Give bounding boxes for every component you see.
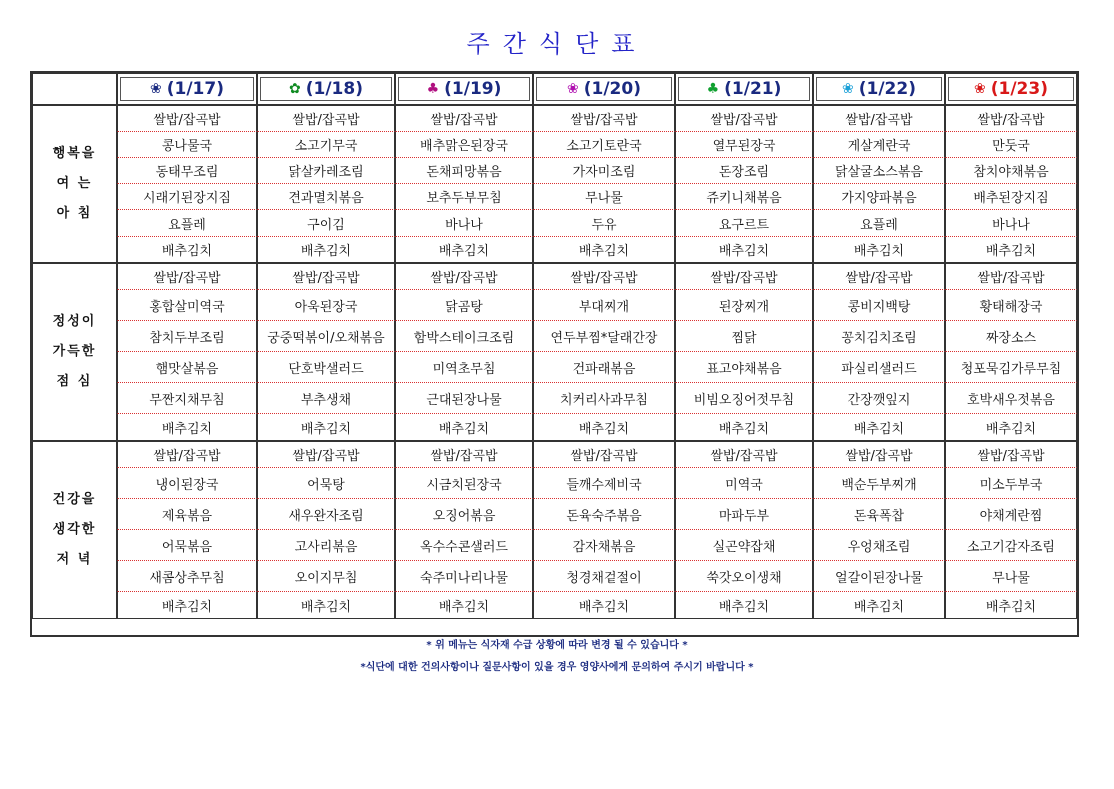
- menu-item: 시래기된장지짐: [117, 184, 257, 210]
- meal-label-line: 정성이: [52, 314, 97, 329]
- menu-item: 콩비지백탕: [813, 290, 945, 321]
- menu-item: 쌀밥/잡곡밥: [945, 105, 1077, 132]
- menu-item: 배추김치: [813, 414, 945, 441]
- menu-item: 미역초무침: [395, 352, 533, 383]
- menu-item: 쌀밥/잡곡밥: [533, 441, 675, 468]
- meal-label-line: 점 심: [56, 374, 93, 389]
- menu-item: 배추김치: [257, 592, 395, 619]
- menu-item: 냉이된장국: [117, 468, 257, 499]
- menu-item: 새콤상추무침: [117, 561, 257, 592]
- menu-item: 배추김치: [813, 237, 945, 263]
- menu-item: 어묵탕: [257, 468, 395, 499]
- menu-item: 미소두부국: [945, 468, 1077, 499]
- notice-contact: *식단에 대한 건의사항이나 질문사항이 있을 경우 영양사에게 문의하여 주시기 바랍니다 *: [360, 662, 754, 673]
- menu-item: 홍합살미역국: [117, 290, 257, 321]
- menu-item: 무나물: [533, 184, 675, 210]
- menu-item: 배추김치: [945, 237, 1077, 263]
- menu-item: 참치두부조림: [117, 321, 257, 352]
- meal-label-line: 행복을: [52, 146, 97, 161]
- menu-item: 동태무조림: [117, 158, 257, 184]
- flower-icon: ❀: [974, 81, 986, 97]
- menu-item: 쌀밥/잡곡밥: [395, 441, 533, 468]
- menu-item: 부추생채: [257, 383, 395, 414]
- menu-item: 배추김치: [533, 592, 675, 619]
- day-header: [117, 73, 257, 105]
- menu-item: 쌀밥/잡곡밥: [813, 263, 945, 290]
- menu-item: 연두부찜*달래간장: [533, 321, 675, 352]
- notice-substitution: * 위 메뉴는 식자재 수급 상황에 따라 변경 될 수 있습니다 *: [426, 640, 688, 651]
- day-header: [945, 73, 1077, 105]
- menu-item: 얼갈이된장나물: [813, 561, 945, 592]
- menu-item: 배추김치: [675, 592, 813, 619]
- menu-item: 쌀밥/잡곡밥: [117, 263, 257, 290]
- corner-cell: [32, 73, 117, 105]
- menu-item: 꽁치김치조림: [813, 321, 945, 352]
- meal-label: [32, 105, 117, 263]
- menu-item: 새우완자조림: [257, 499, 395, 530]
- menu-item: 쥬키니채볶음: [675, 184, 813, 210]
- day-header: [813, 73, 945, 105]
- menu-item: 쌀밥/잡곡밥: [945, 441, 1077, 468]
- flower-icon: ♣: [426, 81, 440, 97]
- menu-item: 배추김치: [117, 237, 257, 263]
- menu-item: 쌀밥/잡곡밥: [257, 263, 395, 290]
- menu-item: 견과멸치볶음: [257, 184, 395, 210]
- menu-item: 파실리샐러드: [813, 352, 945, 383]
- meal-label-line: 건강을: [52, 492, 97, 507]
- menu-item: 구이김: [257, 210, 395, 237]
- menu-item: 쌀밥/잡곡밥: [533, 105, 675, 132]
- flower-icon: ❀: [150, 81, 162, 97]
- day-header: [395, 73, 533, 105]
- menu-item: 배추김치: [117, 592, 257, 619]
- menu-item: 마파두부: [675, 499, 813, 530]
- menu-item: 쌀밥/잡곡밥: [813, 441, 945, 468]
- menu-item: 콩나물국: [117, 132, 257, 158]
- menu-item: 실곤약잡채: [675, 530, 813, 561]
- flower-icon: ♣: [706, 81, 720, 97]
- day-header-box: [678, 77, 810, 101]
- menu-item: 가자미조림: [533, 158, 675, 184]
- menu-item: 쌀밥/잡곡밥: [257, 105, 395, 132]
- menu-item: 닭살카레조림: [257, 158, 395, 184]
- menu-item: 쌀밥/잡곡밥: [395, 263, 533, 290]
- menu-item: 쌀밥/잡곡밥: [257, 441, 395, 468]
- menu-item: 쌀밥/잡곡밥: [675, 105, 813, 132]
- menu-item: 햄맛살볶음: [117, 352, 257, 383]
- menu-item: 호박새우젓볶음: [945, 383, 1077, 414]
- menu-item: 소고기토란국: [533, 132, 675, 158]
- menu-item: 숙주미나리나물: [395, 561, 533, 592]
- flower-icon: ❀: [567, 81, 579, 97]
- menu-item: 쌀밥/잡곡밥: [117, 105, 257, 132]
- menu-item: 소고기감자조림: [945, 530, 1077, 561]
- menu-item: 배추김치: [813, 592, 945, 619]
- menu-item: 배추김치: [257, 414, 395, 441]
- menu-item: 쌀밥/잡곡밥: [395, 105, 533, 132]
- menu-item: 오징어볶음: [395, 499, 533, 530]
- weekly-menu-table: [32, 73, 1077, 619]
- menu-item: 쌀밥/잡곡밥: [675, 263, 813, 290]
- menu-item: 황태해장국: [945, 290, 1077, 321]
- menu-item: 간장깻잎지: [813, 383, 945, 414]
- menu-item: 닭곰탕: [395, 290, 533, 321]
- menu-item: 쌀밥/잡곡밥: [675, 441, 813, 468]
- day-date-label: (1/20): [583, 79, 641, 99]
- menu-item: 바나나: [395, 210, 533, 237]
- menu-item: 부대찌개: [533, 290, 675, 321]
- day-header-box: [398, 77, 530, 101]
- menu-item: 돈육숙주볶음: [533, 499, 675, 530]
- menu-item: 배추김치: [257, 237, 395, 263]
- day-header-box: [536, 77, 672, 101]
- menu-item: 가지양파볶음: [813, 184, 945, 210]
- menu-item: 오이지무침: [257, 561, 395, 592]
- page-title: 주간식단표: [466, 30, 648, 58]
- menu-item: 보추두부무침: [395, 184, 533, 210]
- menu-item: 백순두부찌개: [813, 468, 945, 499]
- menu-item: 미역국: [675, 468, 813, 499]
- menu-item: 시금치된장국: [395, 468, 533, 499]
- menu-item: 함박스테이크조림: [395, 321, 533, 352]
- menu-item: 고사리볶음: [257, 530, 395, 561]
- menu-item: 돈장조림: [675, 158, 813, 184]
- menu-item: 표고야채볶음: [675, 352, 813, 383]
- menu-item: 비빔오징어젓무침: [675, 383, 813, 414]
- menu-item: 옥수수콘샐러드: [395, 530, 533, 561]
- menu-item: 두유: [533, 210, 675, 237]
- menu-item: 된장찌개: [675, 290, 813, 321]
- menu-item: 참치야채볶음: [945, 158, 1077, 184]
- meal-label-line: 생각한: [52, 522, 97, 537]
- menu-item: 궁중떡볶이/오채볶음: [257, 321, 395, 352]
- meal-label-line: 여 는: [56, 176, 93, 191]
- menu-item: 배추김치: [533, 414, 675, 441]
- menu-item: 요플레: [117, 210, 257, 237]
- menu-item: 배추김치: [395, 592, 533, 619]
- menu-item: 닭살굴소스볶음: [813, 158, 945, 184]
- day-date-label: (1/21): [724, 79, 782, 99]
- menu-item: 소고기무국: [257, 132, 395, 158]
- menu-item: 치커리사과무침: [533, 383, 675, 414]
- menu-item: 야채계란찜: [945, 499, 1077, 530]
- menu-item: 돈채피망볶음: [395, 158, 533, 184]
- meal-label-line: 아 침: [56, 206, 93, 221]
- day-date-label: (1/17): [166, 79, 224, 99]
- menu-item: 배추김치: [675, 414, 813, 441]
- day-header-box: [948, 77, 1074, 101]
- menu-item: 들깨수제비국: [533, 468, 675, 499]
- meal-label: [32, 263, 117, 441]
- day-date-label: (1/23): [990, 79, 1048, 99]
- menu-item: 배추김치: [395, 414, 533, 441]
- day-header: [257, 73, 395, 105]
- menu-item: 배추김치: [117, 414, 257, 441]
- menu-item: 요플레: [813, 210, 945, 237]
- menu-item: 배추김치: [675, 237, 813, 263]
- meal-label: [32, 441, 117, 619]
- meal-label-line: 저 녁: [56, 552, 93, 567]
- menu-item: 무나물: [945, 561, 1077, 592]
- menu-item: 배추김치: [395, 237, 533, 263]
- menu-item: 우엉채조림: [813, 530, 945, 561]
- menu-item: 쌀밥/잡곡밥: [813, 105, 945, 132]
- day-header-box: [260, 77, 392, 101]
- menu-item: 돈육폭찹: [813, 499, 945, 530]
- day-date-label: (1/19): [444, 79, 502, 99]
- menu-item: 감자채볶음: [533, 530, 675, 561]
- meal-label-line: 가득한: [52, 344, 97, 359]
- menu-item: 단호박샐러드: [257, 352, 395, 383]
- menu-item: 쌀밥/잡곡밥: [945, 263, 1077, 290]
- menu-item: 제육볶음: [117, 499, 257, 530]
- menu-item: 게살계란국: [813, 132, 945, 158]
- menu-item: 만둣국: [945, 132, 1077, 158]
- menu-item: 요구르트: [675, 210, 813, 237]
- menu-item: 쌀밥/잡곡밥: [533, 263, 675, 290]
- flower-icon: ❀: [842, 81, 854, 97]
- menu-item: 쌀밥/잡곡밥: [117, 441, 257, 468]
- day-date-label: (1/22): [858, 79, 916, 99]
- day-header-box: [120, 77, 254, 101]
- menu-item: 찜닭: [675, 321, 813, 352]
- menu-item: 청포묵김가루무침: [945, 352, 1077, 383]
- menu-item: 바나나: [945, 210, 1077, 237]
- menu-item: 짜장소스: [945, 321, 1077, 352]
- menu-item: 아욱된장국: [257, 290, 395, 321]
- menu-item: 배추김치: [945, 592, 1077, 619]
- day-date-label: (1/18): [305, 79, 363, 99]
- menu-item: 건파래볶음: [533, 352, 675, 383]
- menu-item: 배추김치: [533, 237, 675, 263]
- menu-item: 배추맑은된장국: [395, 132, 533, 158]
- menu-item: 쑥갓오이생채: [675, 561, 813, 592]
- menu-item: 청경채겉절이: [533, 561, 675, 592]
- day-header: [675, 73, 813, 105]
- menu-item: 배추된장지짐: [945, 184, 1077, 210]
- day-header-box: [816, 77, 942, 101]
- menu-item: 근대된장나물: [395, 383, 533, 414]
- menu-item: 무짠지채무침: [117, 383, 257, 414]
- menu-item: 열무된장국: [675, 132, 813, 158]
- flower-icon: ✿: [289, 81, 301, 97]
- menu-item: 어묵볶음: [117, 530, 257, 561]
- menu-item: 배추김치: [945, 414, 1077, 441]
- day-header: [533, 73, 675, 105]
